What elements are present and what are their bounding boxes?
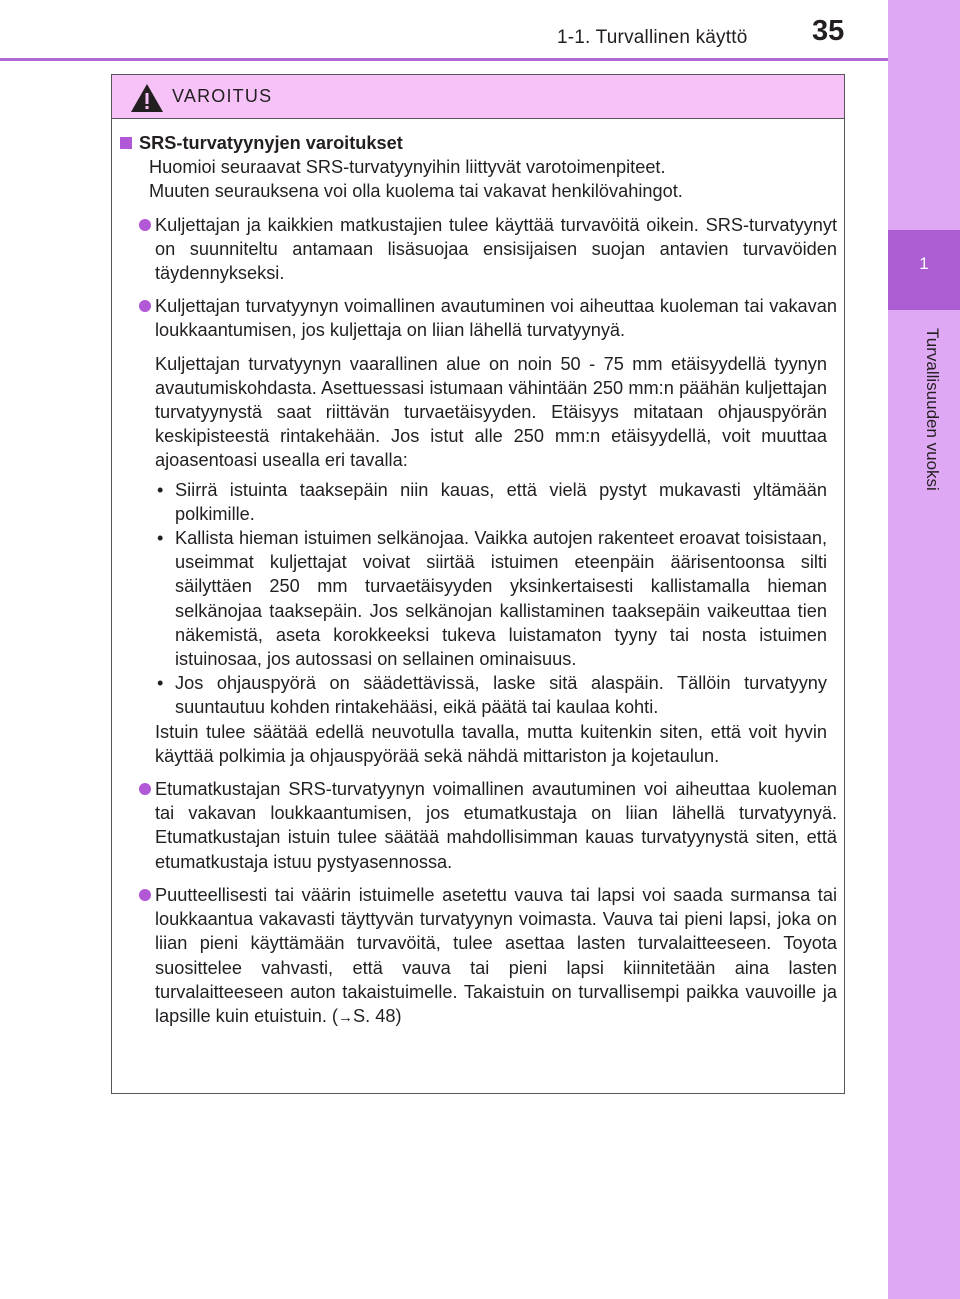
list-item-text: Kallista hieman istuimen selkänojaa. Vaikka autojen rakenteet eroavat toisistaan, useimmat kuljettajat voivat siirtää istuimen eteenpäin äärisentoonsa silti säilyttäen 250 mm turvaetäisyyden yksinkertaisesti kallistamalla hieman selkänojaa taaksepäin. Jos selkänojan kallistaminen taaksepäin vaikeuttaa tien näkemistä, aseta korokkeeksi tukeva luistamaton tyyny tai nosta istuimen istuinosaa, jos autossasi on sellainen ominaisuus. [175, 528, 827, 670]
warning-box [111, 74, 845, 1094]
circle-bullet-icon [139, 300, 151, 312]
section-heading-text: SRS-turvatyynyjen varoitukset [139, 133, 403, 153]
circle-bullet-icon [139, 889, 151, 901]
bullet-text: Etumatkustajan SRS-turvatyynyn voimallinen avautuminen voi aiheuttaa kuoleman tai vakavan loukkaantumisen, jos etumatkustaja on liian lähellä turvatyynyä. Etumatkustajan istuin tulee säätää mahdollisimman kauas turvatyynystä siten, että etumatkustaja istuu pystyasennossa. [155, 779, 837, 872]
bullet-text: Kuljettajan turvatyynyn voimallinen avautuminen voi aiheuttaa kuoleman tai vakavan loukkaantumisen, jos kuljettaja on liian lähellä turvatyynyä. [155, 296, 837, 341]
header-divider [0, 58, 888, 61]
square-bullet-icon [120, 137, 132, 149]
chapter-side-tab [888, 0, 960, 1299]
warning-title: VAROITUS [172, 86, 273, 106]
page-number: 35 [812, 15, 845, 47]
paragraph: Kuljettajan turvatyynyn vaarallinen alue on noin 50 - 75 mm etäisyydellä tyynyn avautumiskohdasta. Asettuessasi istumaan vähintään 250 mm:n päähän kuljettajan turvatyynystä saat riittävän turvaetäisyyden. Etäisyys mitataan ohjauspyörän keskipisteestä rintakehään. Jos istut alle 250 mm:n etäisyydellä, voit muuttaa ajoasentoasi usealla eri tavalla: [155, 353, 827, 471]
page-reference-link[interactable]: S. 48) [352, 1005, 402, 1026]
circle-bullet-icon [139, 219, 151, 231]
list-item [155, 671, 827, 719]
bullet-item [155, 777, 837, 874]
intro-line: Muuten seurauksena voi olla kuolema tai vakavat henkilövahingot. [149, 181, 683, 202]
paragraph: Istuin tulee säätää edellä neuvotulla tavalla, mutta kuitenkin siten, että voit hyvin käyttää polkimia ja ohjauspyörää sekä nähdä mittariston ja kojetaulun. [155, 721, 827, 766]
dot-bullet-icon: • [157, 528, 164, 549]
chapter-title: Turvallisuuden vuoksi [923, 328, 942, 491]
list-item [155, 526, 827, 671]
section-heading [118, 131, 844, 155]
warning-triangle-icon [130, 83, 164, 113]
bullet-item [155, 883, 837, 1030]
bullet-item [155, 294, 837, 342]
chapter-number: 1 [919, 254, 929, 273]
intro-line: Huomioi seuraavat SRS-turvatyynyihin liittyvät varotoimenpiteet. [149, 157, 666, 178]
list-item-text: Jos ohjauspyörä on säädettävissä, laske sitä alaspäin. Tällöin turvatyyny suuntautuu kohden rintakehääsi, eikä päätä tai kaulaa kohti. [175, 673, 827, 718]
bullet-text: Puutteellisesti tai väärin istuimelle asetettu vauva tai lapsi voi saada surmansa tai loukkaantua vakavasti täyttyvän turvatyynyn voimasta. Vauva tai pieni lapsi, joka on liian pieni käyttämään turvavöitä, tulee asettaa lasten turvalaitteeseen. Toyota suosittelee vahvasti, että vauva tai pieni lapsi kiinnitetään aina lasten turvalaitteeseen auton takaistuimelle. Takaistuin on turvallisempi paikka vauvoille ja lapsille kuin etuistuin. ( [155, 884, 837, 1026]
section-header: 1-1. Turvallinen käyttö [557, 27, 748, 48]
dash-list [155, 478, 827, 720]
page-header [0, 0, 888, 60]
arrow-right-icon: → [337, 1008, 353, 1026]
dot-bullet-icon: • [157, 479, 164, 500]
list-item [155, 478, 827, 526]
circle-bullet-icon [139, 783, 151, 795]
intro-text [149, 155, 834, 203]
list-item-text: Siirrä istuinta taaksepäin niin kauas, että vielä pystyt mukavasti yltämään polkimille. [175, 479, 827, 524]
dot-bullet-icon: • [157, 673, 164, 694]
bullet-text: Kuljettajan ja kaikkien matkustajien tulee käyttää turvavöitä oikein. SRS-turvatyynyt on suunniteltu antamaan lisäsuojaa ensisijaisen suojan antavien turvavöiden täydennykseksi. [155, 214, 837, 284]
warning-content [112, 131, 844, 1030]
bullet-item [155, 213, 837, 286]
warning-header [112, 75, 844, 119]
